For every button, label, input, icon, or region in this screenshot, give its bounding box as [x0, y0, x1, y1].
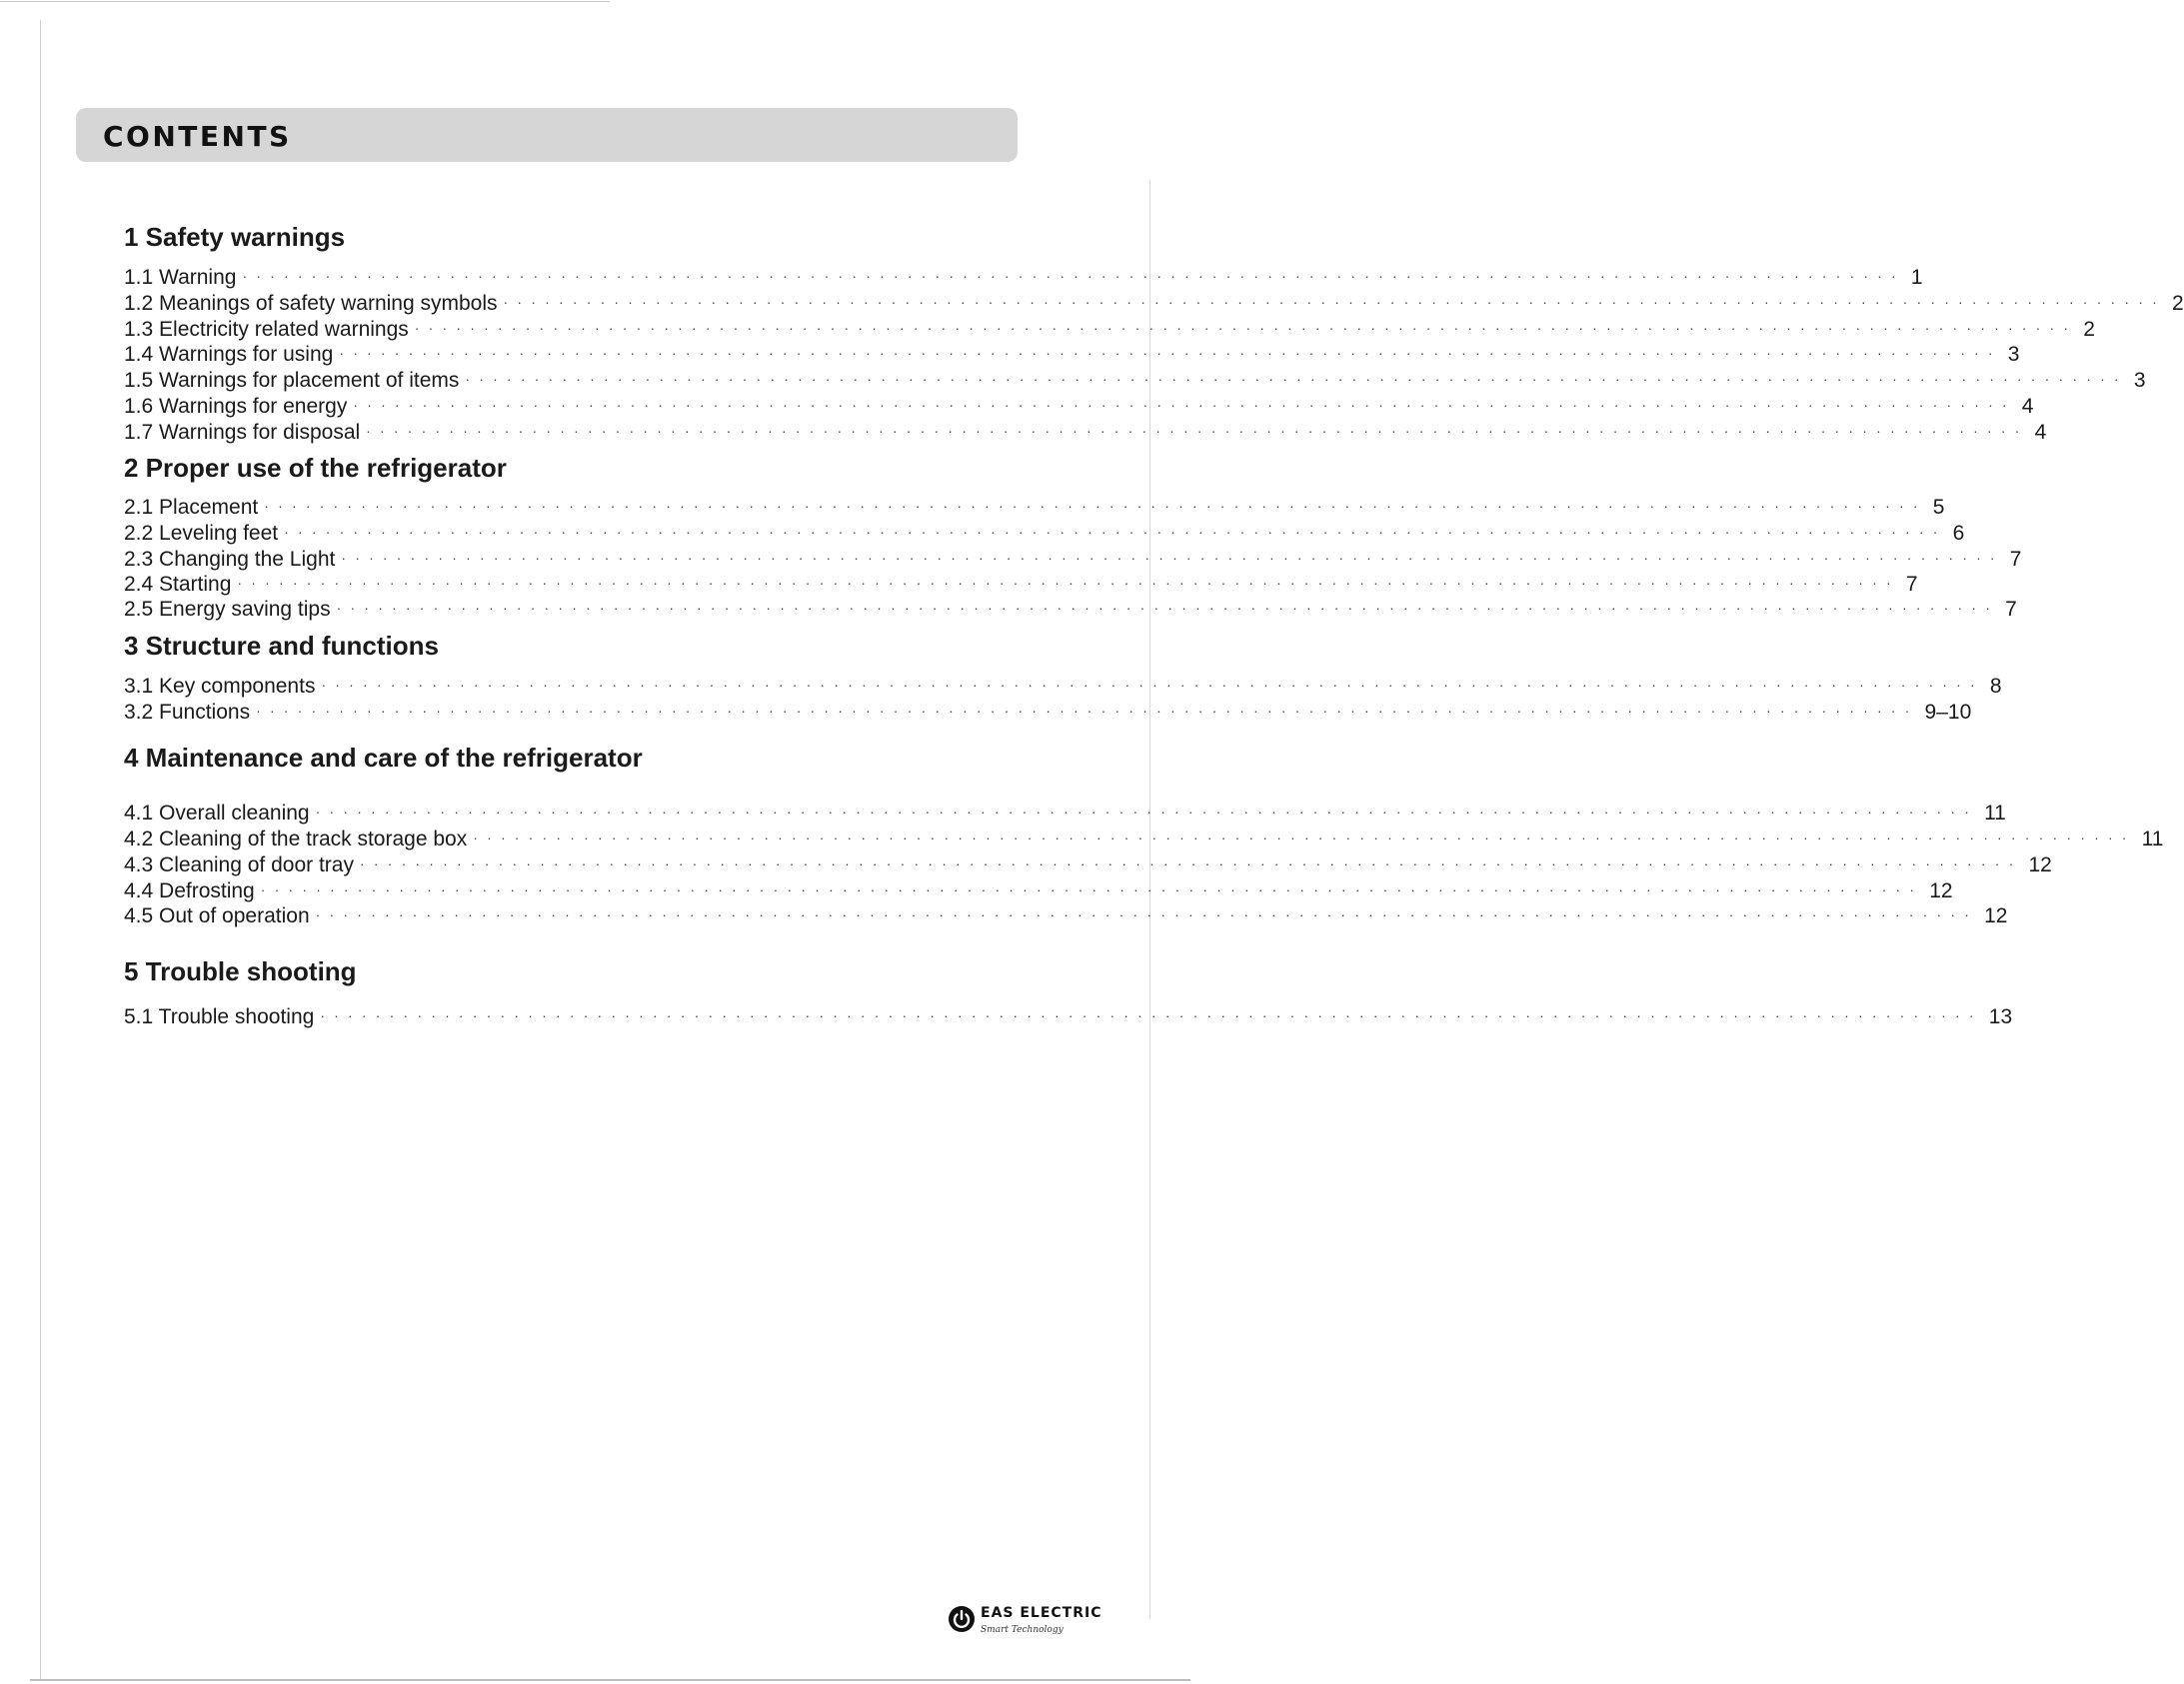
- dot-leader: ························································································································: [473, 830, 2136, 845]
- dot-leader: ························································································································: [339, 345, 2002, 361]
- dot-leader: ························································································································: [284, 524, 1947, 540]
- toc-entry-label: 1.5 Warnings for placement of items: [124, 369, 460, 392]
- toc-entry-page: 12: [2028, 853, 2052, 876]
- toc-entry-page: 13: [1988, 1005, 2013, 1028]
- dot-leader: ························································································································: [336, 600, 2000, 616]
- toc-entry-page: 12: [1984, 904, 2008, 927]
- toc-entry-label: 4.4 Defrosting: [124, 879, 255, 902]
- toc-entry[interactable]: [124, 903, 2008, 929]
- toc-entry[interactable]: [124, 521, 1965, 547]
- dot-leader: ························································································································: [256, 703, 1919, 719]
- toc-entry-page: 7: [2005, 598, 2017, 621]
- dot-leader: ························································································································: [366, 423, 2029, 439]
- toc-entry-label: 1.2 Meanings of safety warning symbols: [124, 292, 498, 315]
- section-heading: 3 Structure and functions: [124, 631, 439, 661]
- toc-entry-label: 4.1 Overall cleaning: [124, 802, 310, 825]
- toc-entry-page: 11: [1984, 802, 2006, 825]
- dot-leader: ························································································································: [315, 804, 1979, 820]
- toc-entry-label: 1.1 Warning: [124, 266, 237, 289]
- toc-entry-label: 3.1 Key components: [124, 675, 316, 698]
- page-title: CONTENTS: [103, 120, 292, 153]
- dot-leader: ························································································································: [242, 268, 1905, 284]
- toc-entry-page: 7: [1905, 573, 1918, 596]
- toc-entry-label: 2.1 Placement: [124, 496, 259, 519]
- toc-entry-label: 4.2 Cleaning of the track storage box: [124, 828, 468, 850]
- toc-entry[interactable]: [124, 852, 2052, 878]
- section-heading: 5 Trouble shooting: [124, 956, 357, 986]
- dot-leader: ························································································································: [414, 320, 2078, 336]
- page-edge-bottom: [30, 1679, 1190, 1681]
- toc-entry-label: 3.2 Functions: [124, 701, 251, 724]
- toc-entry-label: 2.3 Changing the Light: [124, 548, 336, 571]
- section-heading: 1 Safety warnings: [124, 222, 346, 252]
- toc-entry-page: 1: [1910, 266, 1923, 289]
- toc-entry[interactable]: [124, 342, 2020, 368]
- toc-entry-label: 1.4 Warnings for using: [124, 343, 334, 366]
- contents-header-band: [76, 108, 1018, 162]
- toc-entry-page: 3: [2007, 343, 2020, 366]
- brand-name: EAS ELECTRIC: [981, 1605, 1102, 1621]
- dot-leader: ························································································································: [260, 881, 1924, 897]
- toc-entry-page: 7: [2009, 548, 2022, 571]
- brand-logo-block: [948, 1603, 1107, 1643]
- dot-leader: ························································································································: [465, 371, 2128, 387]
- dot-leader: ························································································································: [359, 855, 2023, 871]
- toc-entry[interactable]: [124, 700, 1972, 726]
- toc-entry-page: 12: [1929, 879, 1953, 902]
- toc-entry-page: 4: [2021, 395, 2034, 418]
- toc-entry-page: 5: [1932, 496, 1945, 519]
- dot-leader: ························································································································: [341, 550, 2004, 566]
- dot-leader: ························································································································: [315, 906, 1979, 922]
- toc-entry-page: 2: [2171, 292, 2184, 315]
- toc-entry-label: 1.3 Electricity related warnings: [124, 318, 409, 341]
- dot-leader: ························································································································: [264, 498, 1927, 514]
- toc-entry[interactable]: [124, 597, 2017, 623]
- toc-entry[interactable]: [124, 495, 1945, 521]
- toc-entry-page: 8: [1989, 675, 2002, 698]
- page-edge-left: [40, 20, 41, 1679]
- toc-entry[interactable]: [124, 394, 2034, 420]
- dot-leader: ························································································································: [321, 677, 1984, 693]
- toc-entry[interactable]: [124, 1004, 2013, 1030]
- toc-entry-page: 11: [2141, 828, 2164, 850]
- toc-entry-page: 3: [2133, 369, 2146, 392]
- toc-entry-label: 4.5 Out of operation: [124, 904, 310, 927]
- toc-entry-label: 4.3 Cleaning of door tray: [124, 853, 354, 876]
- toc-entry-page: 9–10: [1924, 701, 1972, 724]
- section-heading: 2 Proper use of the refrigerator: [124, 453, 507, 483]
- toc-entry-label: 2.5 Energy saving tips: [124, 598, 331, 621]
- toc-entry-page: 6: [1952, 522, 1965, 545]
- toc-entry[interactable]: [124, 420, 2047, 446]
- dot-leader: ························································································································: [503, 294, 2166, 310]
- section-heading: 4 Maintenance and care of the refrigerator: [124, 743, 643, 773]
- toc-entry[interactable]: [124, 368, 2146, 394]
- toc-entry-label: 1.6 Warnings for energy: [124, 395, 348, 418]
- toc-entry-label: 2.4 Starting: [124, 573, 232, 596]
- brand-tagline: Smart Technology: [981, 1625, 1064, 1635]
- toc-entry-page: 2: [2083, 318, 2095, 341]
- dot-leader: ························································································································: [353, 397, 2016, 413]
- dot-leader: ························································································································: [237, 575, 1900, 591]
- power-logo-icon: [948, 1605, 976, 1633]
- toc-entry[interactable]: [124, 801, 2006, 827]
- toc-entry-label: 5.1 Trouble shooting: [124, 1005, 315, 1028]
- toc-entry-page: 4: [2034, 421, 2047, 444]
- page-edge-top: [0, 1, 610, 2]
- toc-entry[interactable]: [124, 265, 1923, 291]
- dot-leader: ························································································································: [320, 1007, 1983, 1023]
- toc-entry[interactable]: [124, 674, 2002, 700]
- toc-entry-label: 1.7 Warnings for disposal: [124, 421, 361, 444]
- toc-entry[interactable]: [124, 291, 2184, 317]
- toc-entry[interactable]: [124, 827, 2164, 852]
- toc-entry-label: 2.2 Leveling feet: [124, 522, 279, 545]
